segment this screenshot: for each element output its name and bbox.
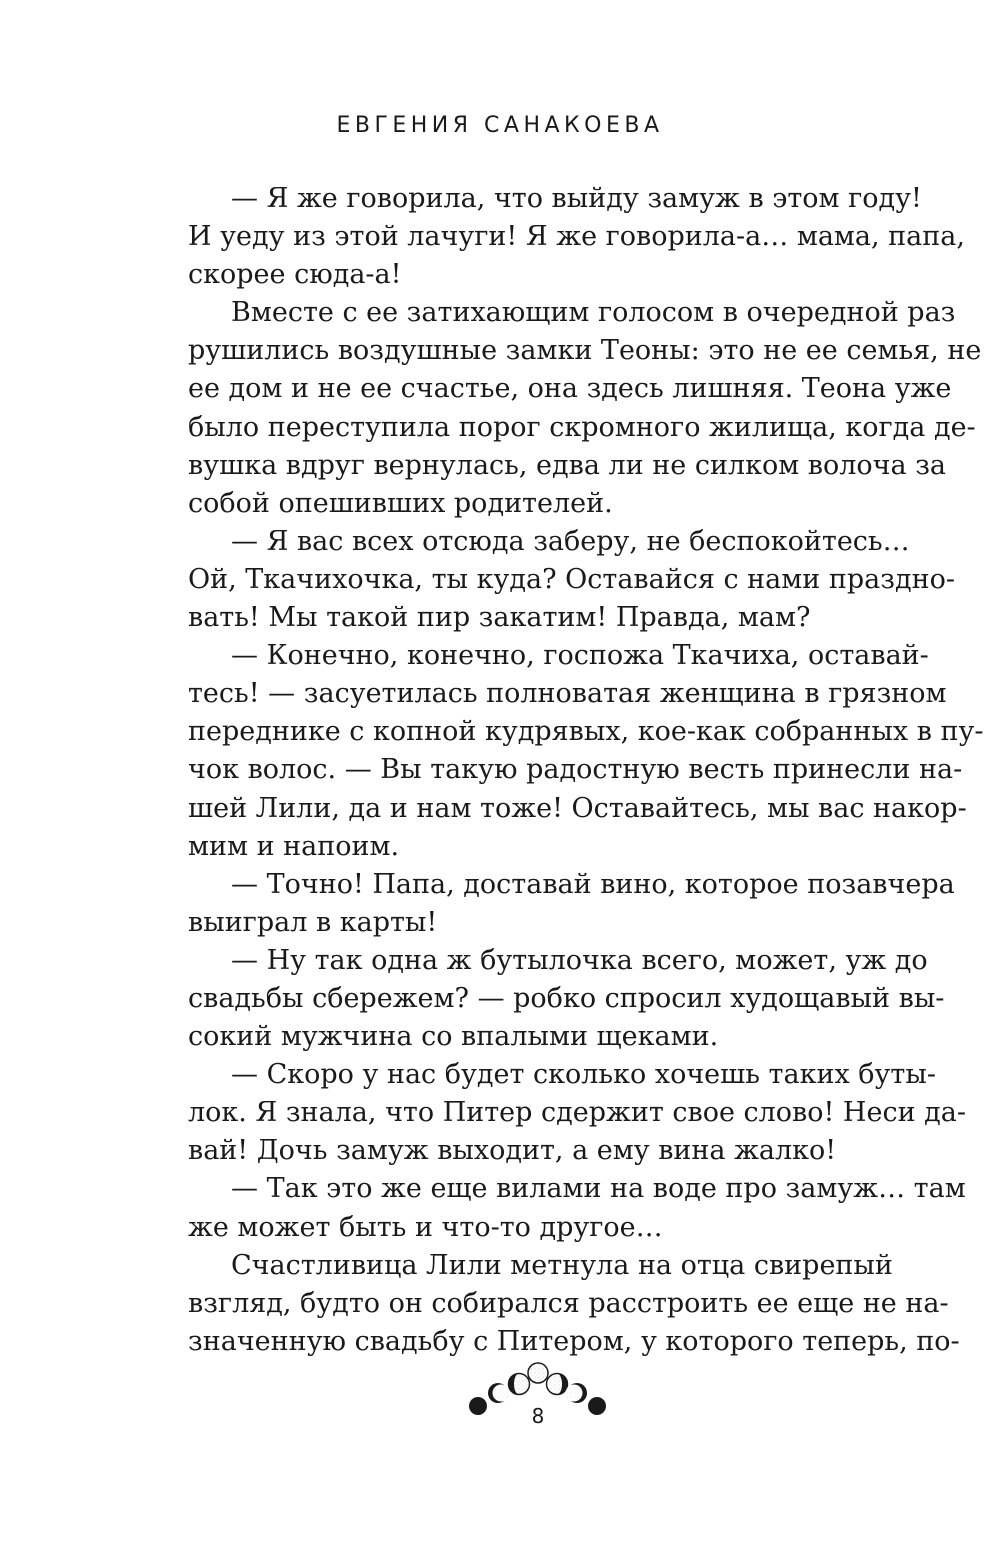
running-header: ЕВГЕНИЯ САНАКОЕВА bbox=[336, 113, 664, 138]
moon-full-icon bbox=[528, 1363, 548, 1383]
text-line: свадьбы сбережем? — робко спросил худощавый вы- bbox=[188, 982, 945, 1014]
text-line: — Так это же еще вилами на воде про замуж… там bbox=[231, 1173, 966, 1205]
text-line: Ой, Ткачихочка, ты куда? Оставайся с нами праздно- bbox=[188, 563, 955, 595]
text-line: — Ну так одна ж бутылочка всего, может, уж до bbox=[231, 944, 928, 976]
text-line: лок. Я знала, что Питер сдержит свое слово! Неси да- bbox=[188, 1097, 967, 1129]
text-line: Вместе с ее затихающим голосом в очередной раз bbox=[231, 297, 956, 329]
page-number: 8 bbox=[531, 1404, 545, 1428]
moon-gibbous-left-icon bbox=[509, 1374, 530, 1395]
text-line: рушились воздушные замки Теоны: это не ее семья, не bbox=[188, 335, 982, 367]
moon-gibbous-right-icon bbox=[547, 1374, 568, 1395]
text-line: взгляд, будто он собирался расстроить ее еще не на- bbox=[188, 1287, 949, 1319]
text-line: же может быть и что-то другое… bbox=[188, 1211, 663, 1243]
text-line: шей Лили, да и нам тоже! Оставайтесь, мы вас накор- bbox=[188, 792, 967, 824]
text-line: — Конечно, конечно, госпожа Ткачиха, оставай- bbox=[231, 640, 929, 672]
text-line: И уеду из этой лачуги! Я же говорила-а… мама, папа, bbox=[188, 221, 965, 253]
text-line: собой опешивших родителей. bbox=[188, 487, 613, 519]
text-line: ее дом и не ее счастье, она здесь лишняя. Теона уже bbox=[188, 373, 952, 405]
moon-crescent-left-icon bbox=[488, 1383, 510, 1403]
moon-crescent-right-icon bbox=[566, 1383, 588, 1403]
text-line: мим и напоим. bbox=[188, 830, 400, 862]
text-line: тесь! — засуетилась полноватая женщина в грязном bbox=[188, 678, 947, 710]
text-line: выиграл в карты! bbox=[188, 906, 438, 938]
text-line: чок волос. — Вы такую радостную весть принесли на- bbox=[188, 754, 963, 786]
text-line: было переступила порог скромного жилища, когда де- bbox=[188, 411, 976, 443]
body-text bbox=[188, 180, 984, 1361]
text-line: переднике с копной кудрявых, кое-как собранных в пу- bbox=[188, 716, 984, 748]
text-line: — Я же говорила, что выйду замуж в этом году! bbox=[231, 183, 922, 214]
text-line: вушка вдруг вернулась, едва ли не силком волоча за bbox=[188, 449, 947, 481]
text-line: сокий мужчина со впалыми щеками. bbox=[188, 1021, 719, 1053]
text-line: — Скоро у нас будет сколько хочешь таких буты- bbox=[231, 1059, 936, 1091]
text-line: — Точно! Папа, доставай вино, которое позавчера bbox=[231, 868, 955, 900]
text-line: вай! Дочь замуж выходит, а ему вина жалко! bbox=[188, 1135, 837, 1167]
text-line: Счастливица Лили метнула на отца свирепый bbox=[231, 1249, 893, 1281]
text-line: скорее сюда-а! bbox=[188, 259, 402, 291]
text-line: вать! Мы такой пир закатим! Правда, мам? bbox=[188, 602, 811, 634]
text-line: — Я вас всех отсюда заберу, не беспокойтесь… bbox=[231, 525, 910, 557]
text-line: значенную свадьбу с Питером, у которого теперь, по- bbox=[188, 1325, 960, 1357]
